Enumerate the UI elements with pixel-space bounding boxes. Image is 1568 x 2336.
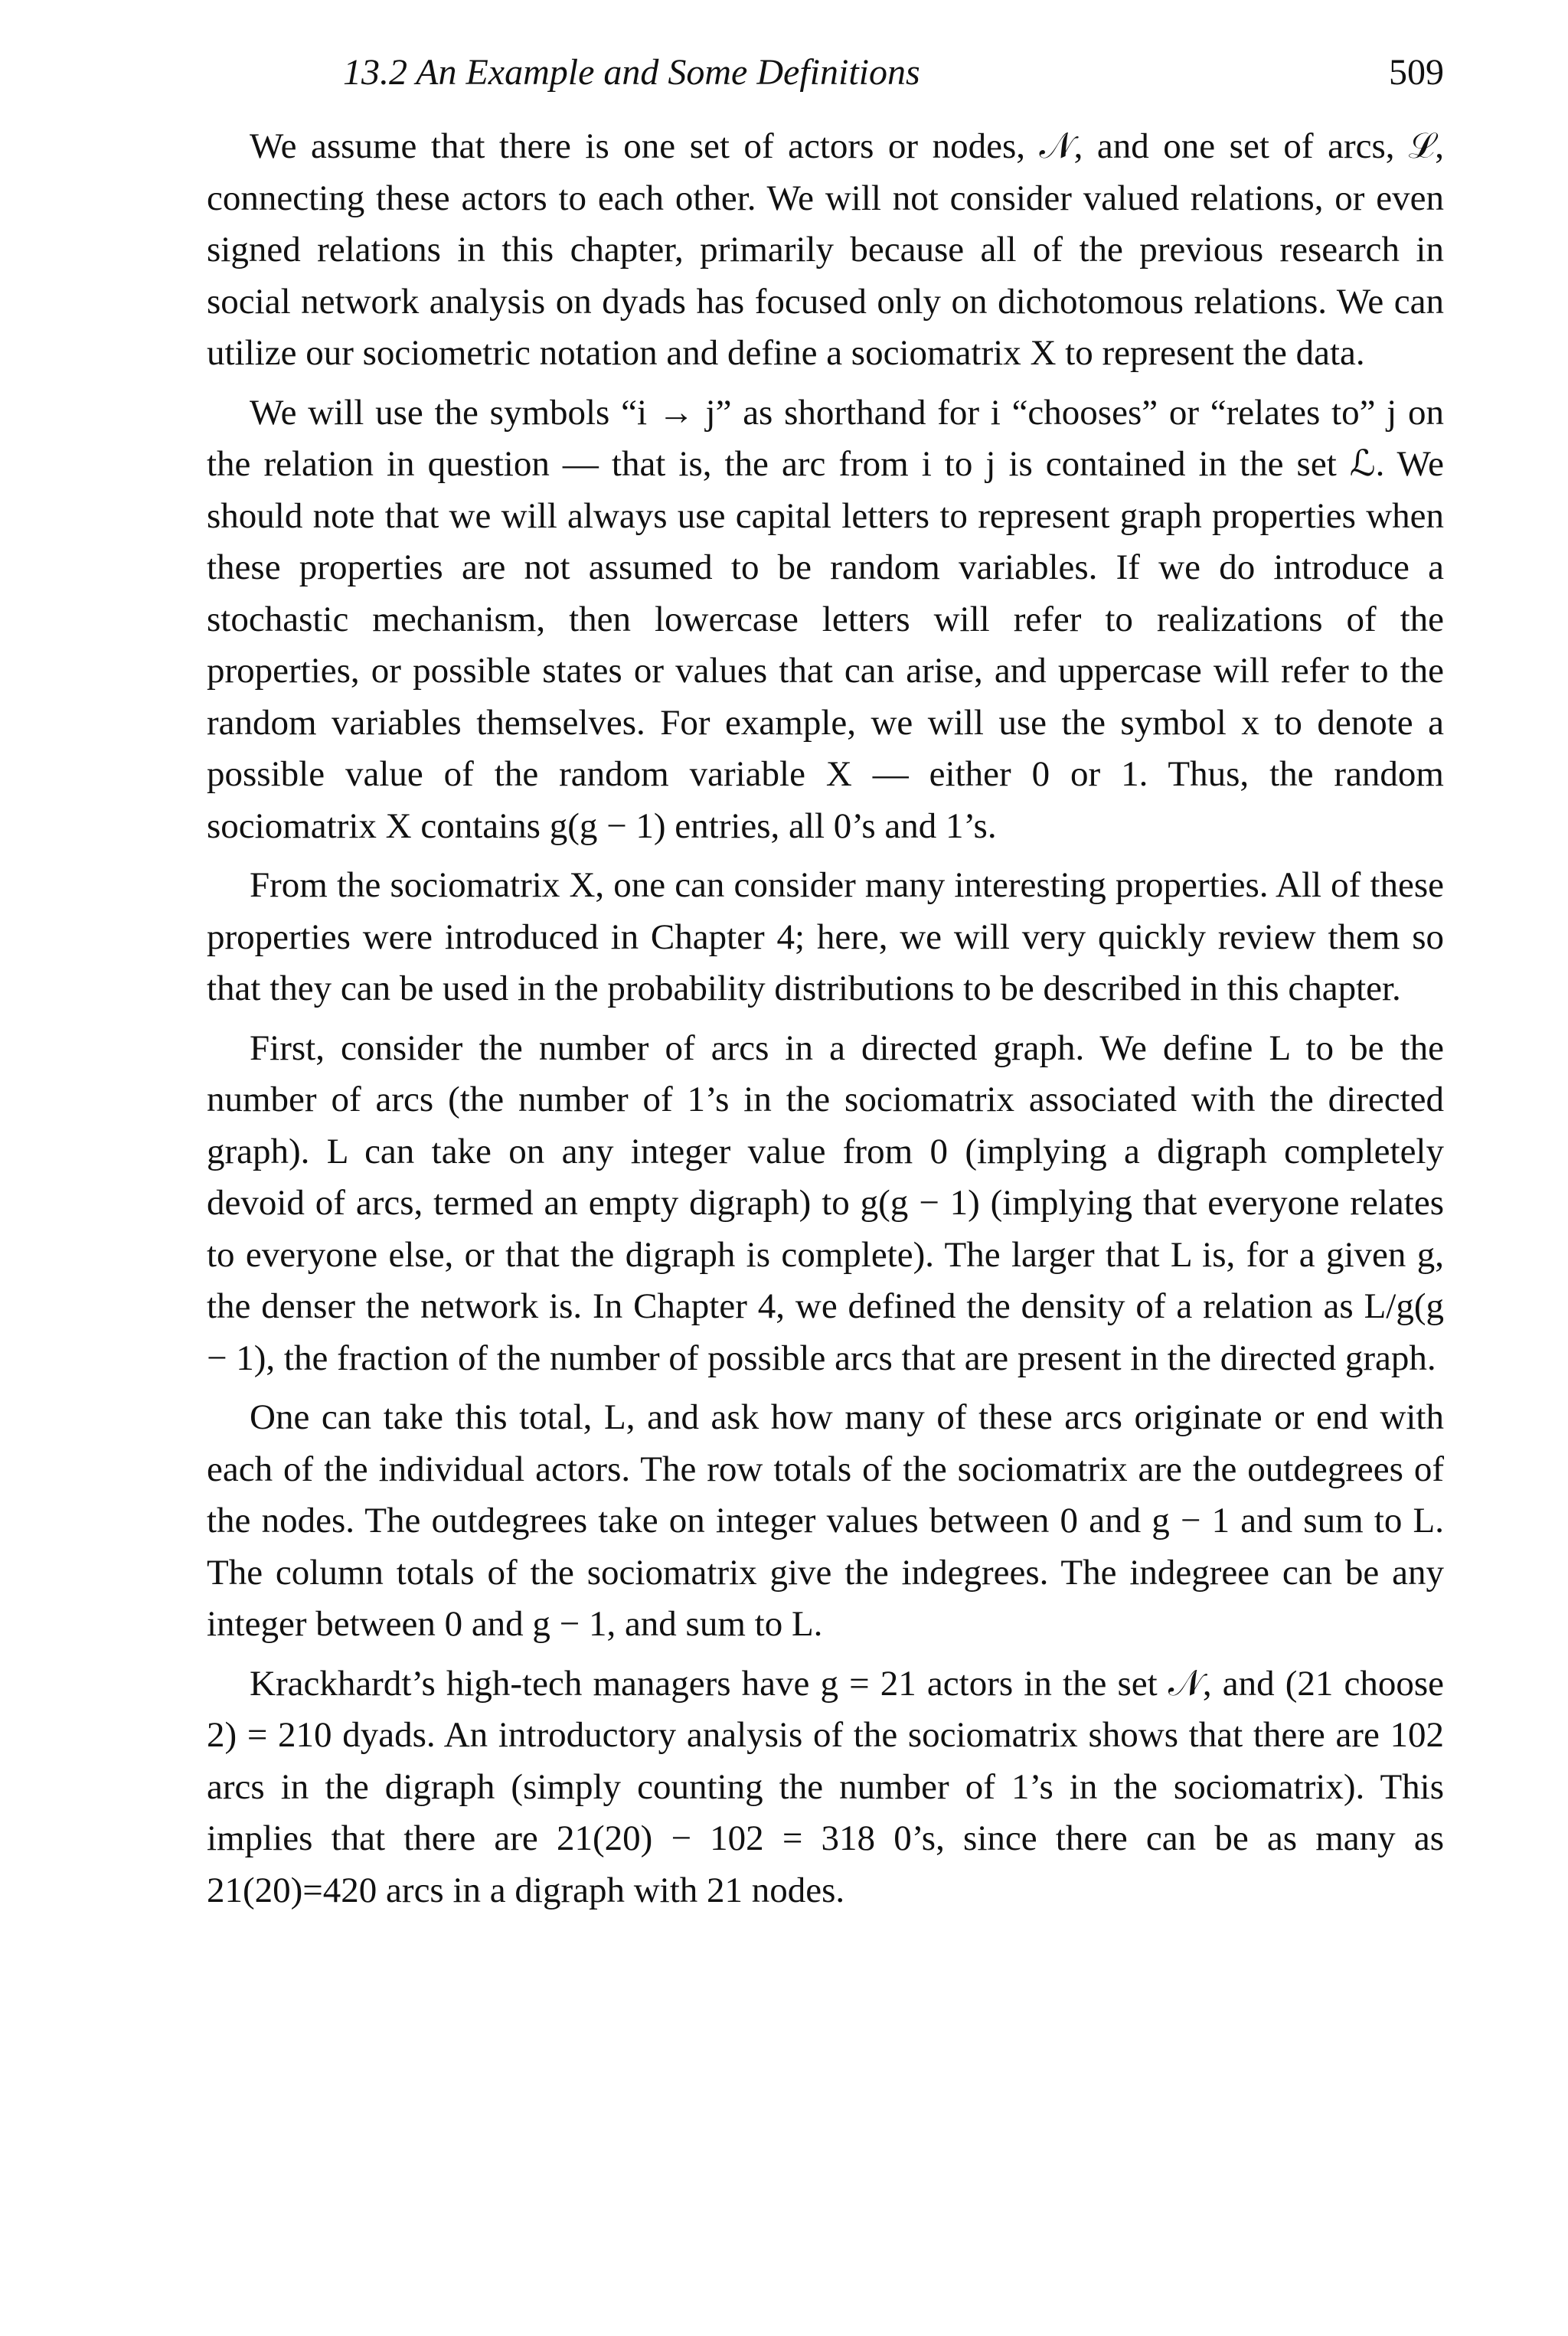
page-number: 509 xyxy=(1389,52,1444,93)
paragraph-degrees: One can take this total, L, and ask how many of these arcs originate or end with each of the individual actors. The row totals of the sociomatrix are the outdegrees of the nodes. The outdegrees take on integer values between 0 and g − 1 and sum to L. The column totals of the sociomatrix give the indegrees. The indegreee can be any integer between 0 and g − 1, and sum to L. xyxy=(207,1397,1444,1644)
paragraph-notation: We will use the symbols “i → j” as shorthand for i “chooses” or “relates to” j on the relation in question — that is, the arc from i to j is contained in the set ℒ. We should note that we will always use capital letters to represent graph properties when these properties are not assumed to be random variables. If we do introduce a stochastic mechanism, then lowercase letters will refer to realizations of the properties, or possible states or values that can arise, and uppercase will refer to the random variables themselves. For example, we will use the symbol x to denote a possible value of the random variable X — either 0 or 1. Thus, the random sociomatrix X contains g(g − 1) entries, all 0’s and 1’s. xyxy=(207,392,1444,846)
page-header xyxy=(0,46,1568,100)
running-head: 13.2 An Example and Some Definitions xyxy=(343,52,920,93)
paragraph-actors-and-arcs: We assume that there is one set of actors or nodes, 𝒩, and one set of arcs, ℒ, connecting these actors to each other. We will not consider valued relations, or even signed relations in this chapter, primarily because all of the previous research in social network analysis on dyads has focused only on dichotomous relations. We can utilize our sociometric notation and define a sociomatrix X to represent the data. xyxy=(207,126,1444,373)
body-text xyxy=(207,121,1444,1924)
paragraph-krackhardt-example: Krackhardt’s high-tech managers have g = 21 actors in the set 𝒩, and (21 choose 2) = 210 dyads. An introductory analysis of the sociomatrix shows that there are 102 arcs in the digraph (simply counting the number of 1’s in the sociomatrix). This implies that there are 21(20) − 102 = 318 0’s, since there can be as many as 21(20)=420 arcs in a digraph with 21 nodes. xyxy=(207,1663,1444,1910)
paragraph-number-of-arcs: First, consider the number of arcs in a directed graph. We define L to be the number of arcs (the number of 1’s in the sociomatrix associated with the directed graph). L can take on any integer value from 0 (implying a digraph completely devoid of arcs, termed an empty digraph) to g(g − 1) (implying that everyone relates to everyone else, or that the digraph is complete). The larger that L is, for a given g, the denser the network is. In Chapter 4, we defined the density of a relation as L/g(g − 1), the fraction of the number of possible arcs that are present in the directed graph. xyxy=(207,1028,1444,1378)
paragraph-properties: From the sociomatrix X, one can consider many interesting properties. All of these properties were introduced in Chapter 4; here, we will very quickly review them so that they can be used in the probability distributions to be described in this chapter. xyxy=(207,865,1444,1008)
